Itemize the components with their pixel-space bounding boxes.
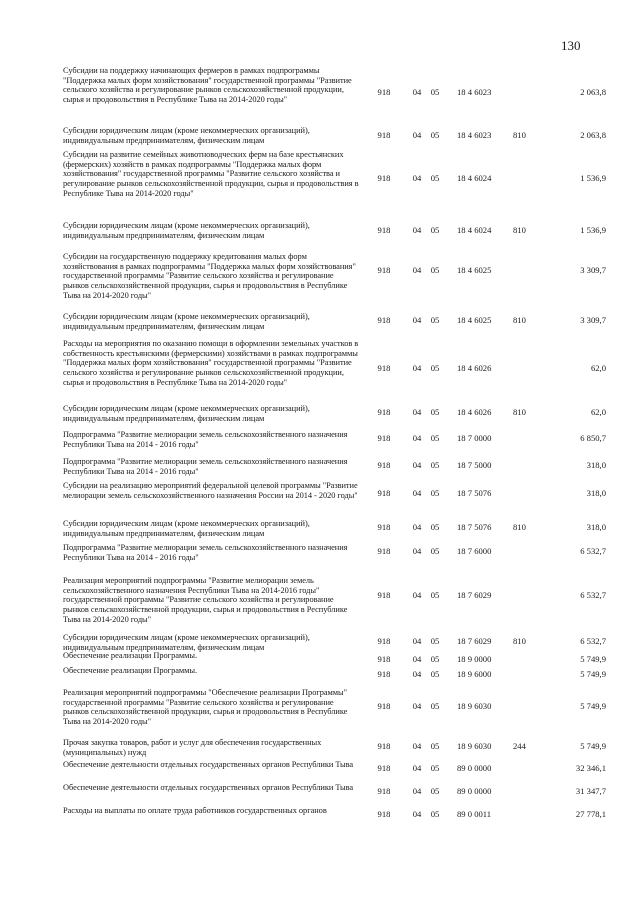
cell-sum: 6 850,7: [580, 433, 606, 443]
cell-ved: 918: [377, 522, 391, 532]
cell-pr: 05: [430, 669, 440, 679]
cell-sum: 62,0: [590, 363, 606, 373]
cell-ved: 918: [377, 763, 391, 773]
cell-ved: 918: [377, 669, 391, 679]
cell-rz: 04: [412, 654, 422, 664]
cell-ved: 918: [377, 809, 391, 819]
cell-csr: 18 7 5000: [457, 460, 492, 470]
cell-sum: 31 347,7: [575, 786, 606, 796]
cell-pr: 05: [430, 173, 440, 183]
cell-rz: 04: [412, 460, 422, 470]
row-description: Подпрограмма "Развитие мелиорации земель сельскохозяйственного назначения Республики Тыва на 2014 - 2016 годы": [63, 457, 348, 476]
cell-sum: 318,0: [586, 522, 606, 532]
cell-pr: 05: [430, 546, 440, 556]
cell-ved: 918: [377, 225, 391, 235]
cell-rz: 04: [412, 590, 422, 600]
cell-sum: 1 536,9: [580, 225, 606, 235]
row-description: Субсидии на поддержку начинающих фермеров в рамках подпрограммы "Поддержка малых форм хозяйствования" государственной программы "Развитие сельского хозяйства и регулирование рынков сельскохозяйственной продукции, сырья и продовольствия в Республике Тыва на 2014-2020 годы": [63, 66, 352, 105]
cell-ved: 918: [377, 701, 391, 711]
cell-ved: 918: [377, 590, 391, 600]
row-description: Подпрограмма "Развитие мелиорации земель сельскохозяйственного назначения Республики Тыва на 2014 - 2016 годы": [63, 430, 348, 449]
cell-csr: 18 7 5076: [457, 488, 492, 498]
cell-pr: 05: [430, 488, 440, 498]
cell-pr: 05: [430, 636, 440, 646]
cell-pr: 05: [430, 763, 440, 773]
cell-ved: 918: [377, 173, 391, 183]
cell-ved: 918: [377, 315, 391, 325]
cell-pr: 05: [430, 522, 440, 532]
cell-rz: 04: [412, 522, 422, 532]
cell-ved: 918: [377, 546, 391, 556]
row-description: Субсидии юридическим лицам (кроме некоммерческих организаций), индивидуальным предпринимателям, физическим лицам: [63, 126, 310, 145]
page-number: 130: [561, 38, 581, 53]
cell-csr: 18 7 6029: [457, 590, 492, 600]
cell-csr: 18 4 6025: [457, 265, 492, 275]
cell-pr: 05: [430, 741, 440, 751]
row-description: Обеспечение реализации Программы.: [63, 666, 197, 675]
cell-rz: 04: [412, 546, 422, 556]
cell-sum: 62,0: [590, 407, 606, 417]
cell-pr: 05: [430, 407, 440, 417]
cell-rz: 04: [412, 225, 422, 235]
cell-vr: 810: [513, 130, 526, 140]
cell-rz: 04: [412, 363, 422, 373]
cell-ved: 918: [377, 636, 391, 646]
cell-sum: 3 309,7: [580, 315, 606, 325]
row-description: Субсидии юридическим лицам (кроме некоммерческих организаций), индивидуальным предпринимателям, физическим лицам: [63, 221, 310, 240]
row-description: Реализация мероприятий подпрограммы "Развитие мелиорации земель сельскохозяйственного назначения Республики Тыва на 2014-2016 годы" государственной программы "Развитие сельского хозяйства и регулирование рынков сельскохозяйственной продукции, сырья и продовольствия в Республике Тыва на 2014-2020 годы": [63, 576, 348, 624]
row-description: Подпрограмма "Развитие мелиорации земель сельскохозяйственного назначения Республики Тыва на 2014 - 2016 годы": [63, 543, 348, 562]
cell-rz: 04: [412, 669, 422, 679]
cell-pr: 05: [430, 701, 440, 711]
cell-rz: 04: [412, 433, 422, 443]
row-description: Субсидии на развитие семейных животноводческих ферм на базе крестьянских (фермерских) хозяйств в рамках подпрограммы "Поддержка малых форм хозяйствования" государственной программы "Развитие сельского хозяйства и регулирование рынков сельскохозяйственной продукции, сырья и продовольствия в Республике Тыва на 2014-2020 годы": [63, 150, 359, 198]
cell-rz: 04: [412, 130, 422, 140]
cell-csr: 89 0 0000: [457, 763, 492, 773]
cell-csr: 18 4 6023: [457, 87, 492, 97]
row-description: Обеспечение деятельности отдельных государственных органов Республики Тыва: [63, 783, 354, 792]
cell-ved: 918: [377, 265, 391, 275]
cell-csr: 18 7 5076: [457, 522, 492, 532]
row-description: Расходы на мероприятия по оказанию помощи в оформлении земельных участков в собственность крестьянскими (фермерскими) хозяйствами в рамках подпрограммы "Поддержка малых форм хозяйствования" государственной программы "Развитие сельского хозяйства и регулирование рынков сельскохозяйственной продукции, сырья и продовольствия в Республике Тыва на 2014-2020 годы": [63, 339, 359, 387]
cell-sum: 6 532,7: [580, 636, 606, 646]
cell-csr: 18 4 6024: [457, 173, 492, 183]
cell-csr: 18 9 6030: [457, 741, 492, 751]
cell-csr: 18 7 0000: [457, 433, 492, 443]
cell-csr: 18 9 6000: [457, 669, 492, 679]
cell-pr: 05: [430, 363, 440, 373]
cell-pr: 05: [430, 460, 440, 470]
cell-vr: 810: [513, 522, 526, 532]
cell-pr: 05: [430, 590, 440, 600]
cell-sum: 6 532,7: [580, 590, 606, 600]
cell-sum: 1 536,9: [580, 173, 606, 183]
row-description: Субсидии на реализацию мероприятий федеральной целевой программы "Развитие мелиорации земель сельскохозяйственного назначения России на 2014 - 2020 годы": [63, 481, 358, 500]
cell-sum: 2 063,8: [580, 87, 606, 97]
cell-pr: 05: [430, 786, 440, 796]
cell-csr: 18 4 6024: [457, 225, 492, 235]
row-description: Расходы на выплаты по оплате труда работников государственных органов: [63, 806, 327, 815]
cell-sum: 2 063,8: [580, 130, 606, 140]
cell-rz: 04: [412, 763, 422, 773]
cell-csr: 89 0 0011: [457, 809, 492, 819]
cell-vr: 810: [513, 636, 526, 646]
cell-ved: 918: [377, 786, 391, 796]
cell-csr: 18 4 6023: [457, 130, 492, 140]
cell-ved: 918: [377, 460, 391, 470]
row-description: Обеспечение реализации Программы.: [63, 651, 197, 660]
cell-ved: 918: [377, 654, 391, 664]
cell-pr: 05: [430, 87, 440, 97]
row-description: Субсидии юридическим лицам (кроме некоммерческих организаций), индивидуальным предпринимателям, физическим лицам: [63, 519, 310, 538]
cell-rz: 04: [412, 809, 422, 819]
cell-csr: 18 7 6000: [457, 546, 492, 556]
cell-csr: 18 4 6026: [457, 363, 492, 373]
cell-csr: 18 9 0000: [457, 654, 492, 664]
cell-sum: 6 532,7: [580, 546, 606, 556]
cell-ved: 918: [377, 363, 391, 373]
cell-ved: 918: [377, 488, 391, 498]
cell-vr: 244: [513, 741, 526, 751]
cell-vr: 810: [513, 225, 526, 235]
cell-rz: 04: [412, 786, 422, 796]
cell-vr: 810: [513, 315, 526, 325]
row-description: Реализация мероприятий подпрограммы "Обеспечение реализации Программы" государственной программы "Развитие сельского хозяйства и регулирование рынков сельскохозяйственной продукции, сырья и продовольствия в Республике Тыва на 2014-2020 годы": [63, 688, 348, 727]
row-description: Обеспечение деятельности отдельных государственных органов Республики Тыва: [63, 760, 354, 769]
cell-csr: 18 7 6029: [457, 636, 492, 646]
cell-rz: 04: [412, 741, 422, 751]
cell-ved: 918: [377, 741, 391, 751]
cell-csr: 18 9 6030: [457, 701, 492, 711]
cell-sum: 318,0: [586, 488, 606, 498]
row-description: Прочая закупка товаров, работ и услуг для обеспечения государственных (муниципальных) нужд: [63, 738, 322, 757]
row-description: Субсидии юридическим лицам (кроме некоммерческих организаций), индивидуальным предпринимателям, физическим лицам: [63, 312, 310, 331]
cell-ved: 918: [377, 433, 391, 443]
cell-ved: 918: [377, 87, 391, 97]
cell-sum: 3 309,7: [580, 265, 606, 275]
cell-csr: 18 4 6026: [457, 407, 492, 417]
cell-pr: 05: [430, 433, 440, 443]
cell-pr: 05: [430, 315, 440, 325]
cell-pr: 05: [430, 654, 440, 664]
cell-sum: 5 749,9: [580, 741, 606, 751]
cell-rz: 04: [412, 701, 422, 711]
cell-sum: 32 346,1: [575, 763, 606, 773]
cell-pr: 05: [430, 130, 440, 140]
cell-pr: 05: [430, 809, 440, 819]
cell-sum: 27 778,1: [575, 809, 606, 819]
cell-csr: 18 4 6025: [457, 315, 492, 325]
cell-ved: 918: [377, 407, 391, 417]
cell-sum: 5 749,9: [580, 654, 606, 664]
cell-sum: 5 749,9: [580, 669, 606, 679]
cell-sum: 5 749,9: [580, 701, 606, 711]
row-description: Субсидии юридическим лицам (кроме некоммерческих организаций), индивидуальным предпринимателям, физическим лицам: [63, 633, 310, 652]
cell-rz: 04: [412, 407, 422, 417]
cell-pr: 05: [430, 225, 440, 235]
cell-rz: 04: [412, 265, 422, 275]
cell-vr: 810: [513, 407, 526, 417]
cell-rz: 04: [412, 315, 422, 325]
cell-rz: 04: [412, 636, 422, 646]
cell-sum: 318,0: [586, 460, 606, 470]
cell-rz: 04: [412, 87, 422, 97]
cell-csr: 89 0 0000: [457, 786, 492, 796]
cell-rz: 04: [412, 173, 422, 183]
cell-pr: 05: [430, 265, 440, 275]
row-description: Субсидии юридическим лицам (кроме некоммерческих организаций), индивидуальным предпринимателям, физическим лицам: [63, 404, 310, 423]
cell-rz: 04: [412, 488, 422, 498]
cell-ved: 918: [377, 130, 391, 140]
row-description: Субсидии на государственную поддержку кредитования малых форм хозяйствования в рамках подпрограммы "Поддержка малых форм хозяйствования" государственной программы "Развитие сельского хозяйства и регулирование рынков сельскохозяйственной продукции, сырья и продовольствия в Республике Тыва на 2014-2020 годы": [63, 252, 356, 300]
